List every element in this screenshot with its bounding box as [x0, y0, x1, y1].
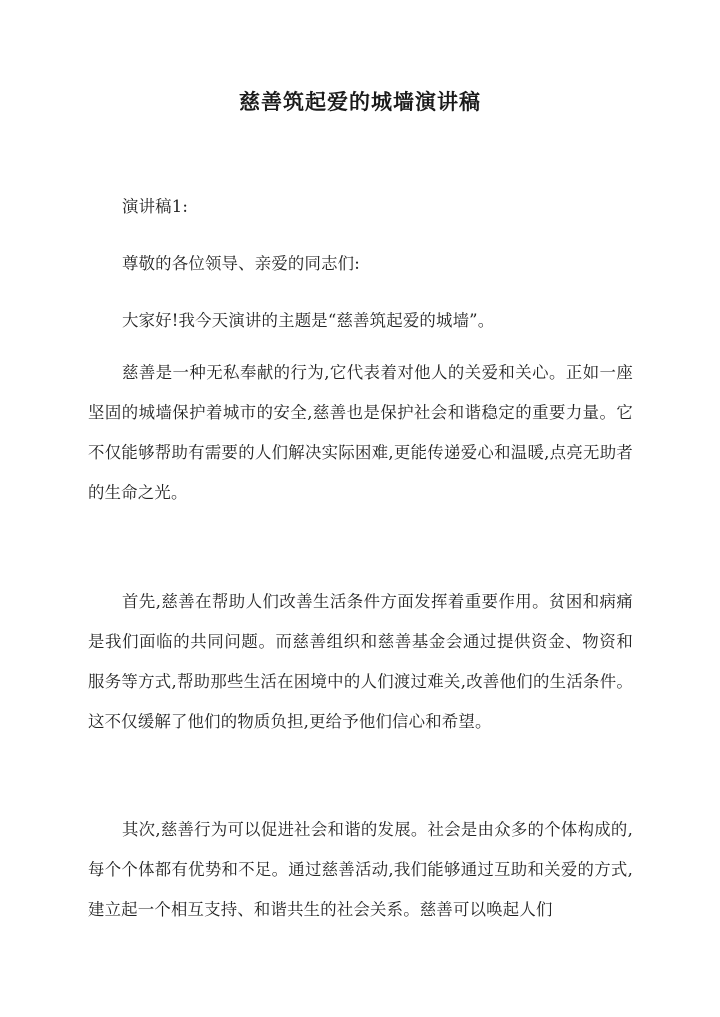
document-title: 慈善筑起爱的城墙演讲稿	[239, 89, 481, 114]
paragraph-greeting: 大家好!我今天演讲的主题是“慈善筑起爱的城墙”。	[122, 311, 495, 330]
paragraph-intro: 慈善是一种无私奉献的行为,它代表着对他人的关爱和关心。正如一座坚固的城墙保护着城市的安全,慈善也是保护社会和谐稳定的重要力量。它不仅能够帮助有需要的人们解决实际困难,更能传递爱心和温暖,点亮无助者的生命之光。	[88, 363, 633, 502]
paragraph-salutation: 尊敬的各位领导、亲爱的同志们:	[122, 254, 360, 273]
paragraph-speech-label: 演讲稿1:	[122, 197, 189, 216]
paragraph-second-point: 其次,慈善行为可以促进社会和谐的发展。社会是由众多的个体构成的,每个个体都有优势和不足。通过慈善活动,我们能够通过互助和关爱的方式,建立起一个相互支持、和谐共生的社会关系。慈善可以唤起人们	[88, 820, 633, 919]
paragraph-first-point: 首先,慈善在帮助人们改善生活条件方面发挥着重要作用。贫困和病痛是我们面临的共同问题。而慈善组织和慈善基金会通过提供资金、物资和服务等方式,帮助那些生活在困境中的人们渡过难关,改善他们的生活条件。这不仅缓解了他们的物质负担,更给予他们信心和希望。	[88, 592, 633, 731]
